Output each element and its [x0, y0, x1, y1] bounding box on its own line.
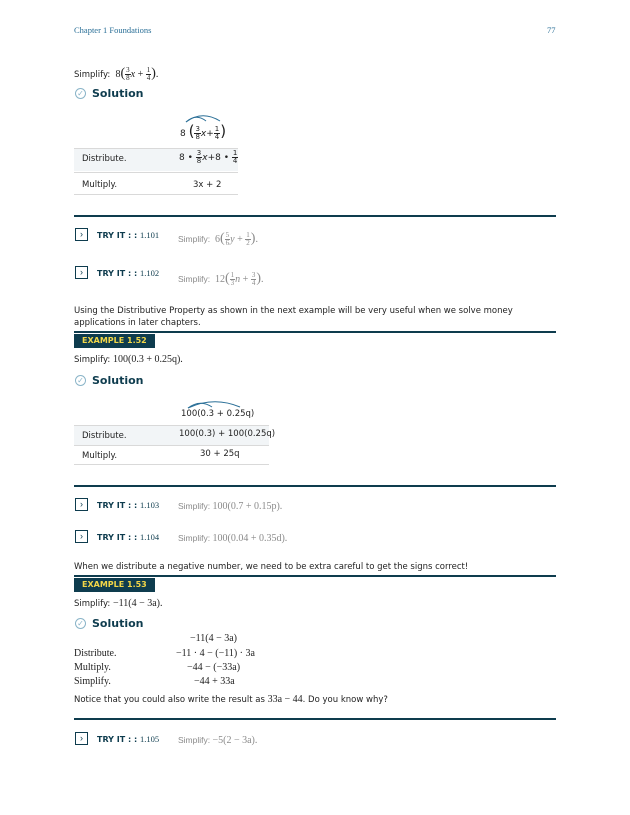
row-label: Distribute.: [82, 154, 127, 164]
check-circle-icon: ✓: [75, 88, 86, 99]
distribute-arrow-icon: [186, 399, 246, 409]
try-it-label: TRY IT : : 1.104: [97, 532, 160, 542]
expand-chevron-icon[interactable]: ›: [75, 530, 88, 543]
chapter-header: Chapter 1 Foundations: [74, 25, 152, 35]
expand-chevron-icon[interactable]: ›: [75, 498, 88, 511]
row-label: Distribute.: [74, 648, 117, 659]
try-it-prompt: Simplify: −5(2 − 3a).: [178, 735, 258, 746]
example-tag: EXAMPLE 1.53: [74, 578, 155, 592]
solution-title: Solution: [92, 374, 144, 387]
row-expression: 30 + 25q: [200, 449, 240, 459]
prompt-math: 8( $\frac{3}{8}$ x + $\frac{1}{4}$ ).: [112, 66, 159, 83]
top-expression: 8 ( $\frac{3}{8}$ x+ $\frac{1}{4}$ ): [180, 122, 227, 141]
row-label: Multiply.: [82, 180, 118, 190]
try-it-label: TRY IT : : 1.101: [97, 230, 160, 240]
top-expression: −11(4 − 3a): [190, 633, 238, 644]
row-expression: −44 + 33a: [194, 676, 235, 687]
row-expression: 8 • $\frac{3}{8}$ x+8 • $\frac{1}{4}$: [179, 149, 238, 165]
row-label: Simplify.: [74, 676, 111, 687]
solution-title: Solution: [92, 617, 144, 630]
try-it-prompt: Simplify: 12( $\frac{1}{3}$ n + $\frac{3}{4}$ ).: [178, 271, 264, 288]
try-it-prompt: Simplify: 100(0.04 + 0.35d).: [178, 533, 288, 544]
row-expression: −11 · 4 − (−11) · 3a: [176, 648, 255, 659]
top-expression: 100(0.3 + 0.25q): [181, 409, 255, 419]
example-prompt: Simplify: 100(0.3 + 0.25q).: [74, 354, 183, 365]
expand-chevron-icon[interactable]: ›: [75, 732, 88, 745]
expand-chevron-icon[interactable]: ›: [75, 266, 88, 279]
body-paragraph: Using the Distributive Property as shown in the next example will be very useful when we solve money applications in later chapters.: [74, 306, 513, 328]
body-paragraph: When we distribute a negative number, we need to be extra careful to get the signs correct!: [74, 562, 469, 572]
row-expression: 100(0.3) + 100(0.25q): [179, 429, 276, 439]
try-it-prompt: Simplify: 6( $\frac{5}{6}$ y + $\frac{1}{2}$ ).: [178, 231, 258, 248]
try-it-label: TRY IT : : 1.102: [97, 268, 160, 278]
page-number: 77: [547, 25, 556, 35]
prompt-label: Simplify:: [74, 70, 111, 80]
example-prompt: Simplify: −11(4 − 3a).: [74, 598, 163, 609]
try-it-label: TRY IT : : 1.103: [97, 500, 160, 510]
row-label: Multiply.: [82, 451, 118, 461]
check-circle-icon: ✓: [75, 375, 86, 386]
example-prompt: [74, 66, 158, 82]
example-tag: EXAMPLE 1.52: [74, 334, 155, 348]
row-expression: −44 − (−33a): [187, 662, 241, 673]
row-label: Multiply.: [74, 662, 111, 673]
solution-title: Solution: [92, 87, 144, 100]
try-it-prompt: Simplify: 100(0.7 + 0.15p).: [178, 501, 283, 512]
row-expression: 3x + 2: [193, 180, 222, 190]
note-text: Notice that you could also write the result as 33a − 44. Do you know why?: [74, 694, 388, 705]
row-label: Distribute.: [82, 431, 127, 441]
expand-chevron-icon[interactable]: ›: [75, 228, 88, 241]
try-it-label: TRY IT : : 1.105: [97, 734, 160, 744]
check-circle-icon: ✓: [75, 618, 86, 629]
